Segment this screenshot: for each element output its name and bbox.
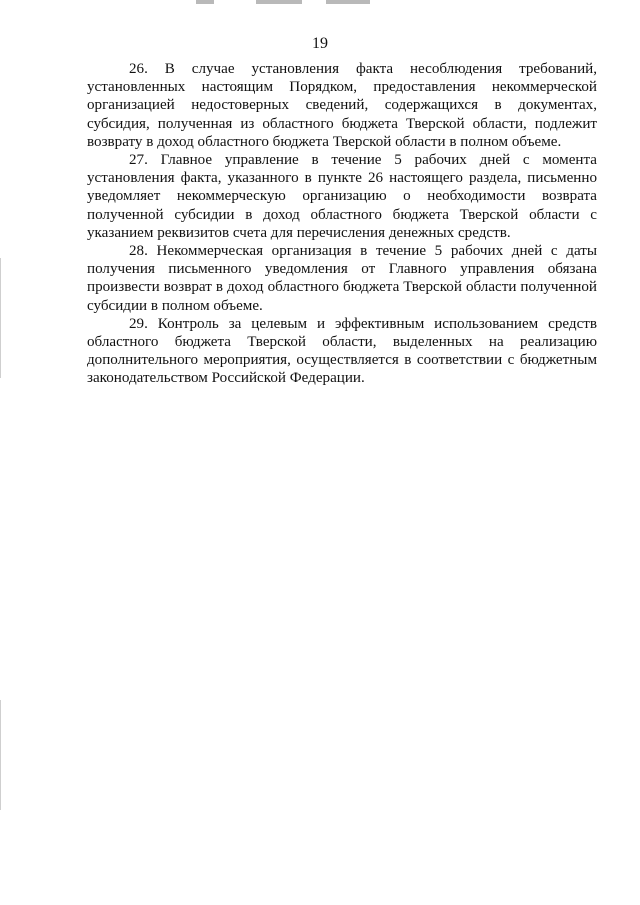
- scan-edge-mark: [0, 258, 1, 378]
- paragraph-27: 27. Главное управление в течение 5 рабочих дней с момента установления факта, указанного в пункте 26 настоящего раздела, письменно уведомляет некоммерческую организацию о необходимости возврата полученной субсидии в доход областного бюджета Тверской области с указанием реквизитов счета для перечисления денежных средств.: [87, 152, 597, 241]
- scan-artifact: [196, 0, 396, 6]
- paragraph-26: 26. В случае установления факта несоблюдения требований, установленных настоящим Порядком, предоставления некоммерческой организацией недостоверных сведений, содержащихся в документах, субсидия, полученная из областного бюджета Тверской области, подлежит возврату в доход областного бюджета Тверской области в полном объеме.: [87, 61, 597, 150]
- scan-edge-mark: [0, 700, 1, 810]
- document-body: [87, 60, 597, 388]
- paragraph-28: 28. Некоммерческая организация в течение 5 рабочих дней с даты получения письменного уведомления от Главного управления обязана произвести возврат в доход областного бюджета Тверской области полученной субсидии в полном объеме.: [87, 243, 597, 314]
- paragraph-29: 29. Контроль за целевым и эффективным использованием средств областного бюджета Тверской области, выделенных на реализацию дополнительного мероприятия, осуществляется в соответствии с бюджетным законодательством Российской Федерации.: [87, 315, 597, 387]
- page-number: 19: [312, 35, 328, 52]
